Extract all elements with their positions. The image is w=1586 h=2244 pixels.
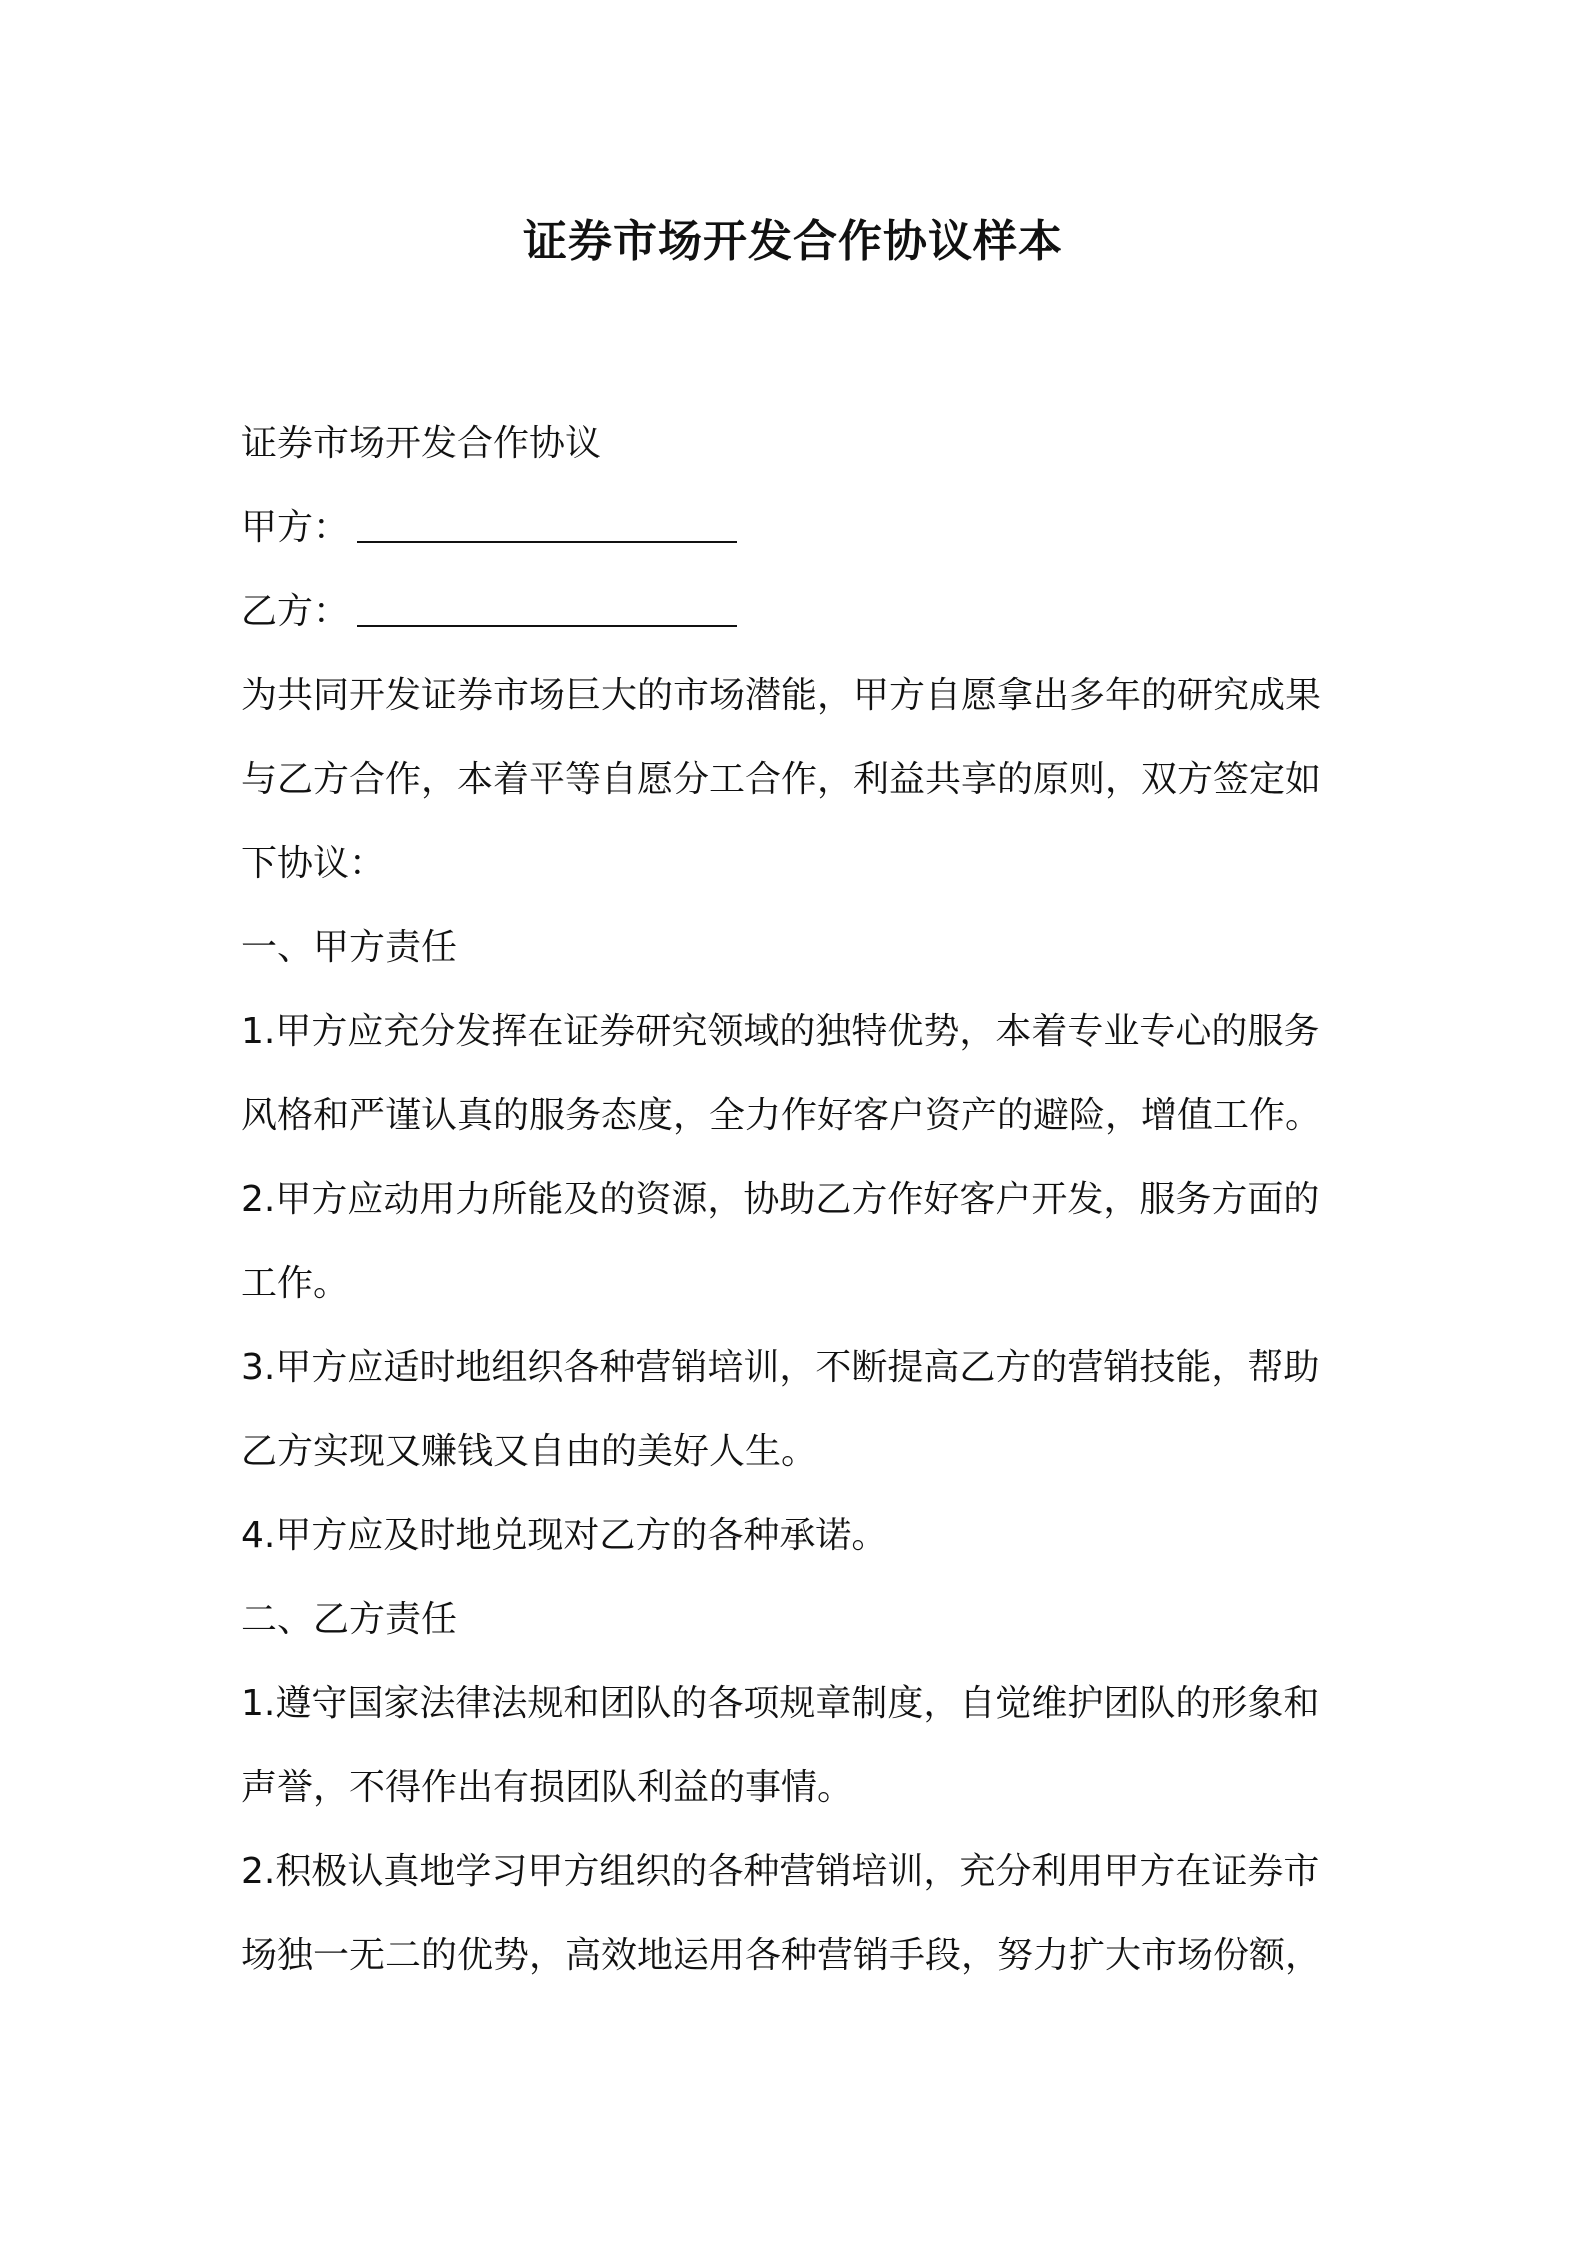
party-b-line xyxy=(241,570,1356,654)
section-1-line: 3.甲方应适时地组织各种营销培训，不断提高乙方的营销技能，帮助 xyxy=(241,1347,1320,1388)
section-2-line: 1.遵守国家法律法规和团队的各项规章制度，自觉维护团队的形象和 xyxy=(241,1683,1320,1724)
section-1-line: 2.甲方应动用力所能及的资源，协助乙方作好客户开发，服务方面的 xyxy=(241,1179,1320,1220)
section-1-line: 风格和严谨认真的服务态度，全力作好客户资产的避险，增值工作。 xyxy=(241,1095,1322,1136)
document-title: 证券市场开发合作协议样本 xyxy=(523,216,1063,267)
section-1-heading: 一、甲方责任 xyxy=(241,927,458,968)
preamble-line: 为共同开发证券市场巨大的市场潜能，甲方自愿拿出多年的研究成果 xyxy=(241,675,1322,716)
section-2-line: 声誉，不得作出有损团队利益的事情。 xyxy=(241,1767,854,1808)
section-2-heading: 二、乙方责任 xyxy=(241,1599,458,1640)
section-1-line: 乙方实现又赚钱又自由的美好人生。 xyxy=(241,1431,818,1472)
document-body xyxy=(241,402,1356,1998)
party-a-line xyxy=(241,486,1356,570)
party-a-blank xyxy=(357,505,737,543)
section-2-line: 场独一无二的优势，高效地运用各种营销手段，努力扩大市场份额， xyxy=(241,1935,1322,1976)
section-1-line: 1.甲方应充分发挥在证券研究领域的独特优势，本着专业专心的服务 xyxy=(241,1011,1320,1052)
party-b-blank xyxy=(357,589,737,627)
section-2-line: 2.积极认真地学习甲方组织的各种营销培训，充分利用甲方在证券市 xyxy=(241,1851,1320,1892)
section-1-line: 4.甲方应及时地兑现对乙方的各种承诺。 xyxy=(241,1515,888,1556)
section-1-line: 工作。 xyxy=(241,1263,350,1304)
agreement-subtitle: 证券市场开发合作协议 xyxy=(241,423,602,464)
preamble-line: 与乙方合作，本着平等自愿分工合作，利益共享的原则，双方签定如 xyxy=(241,759,1322,800)
preamble-line: 下协议： xyxy=(241,843,386,884)
party-a-label: 甲方： xyxy=(241,507,350,548)
party-b-label: 乙方： xyxy=(241,591,350,632)
